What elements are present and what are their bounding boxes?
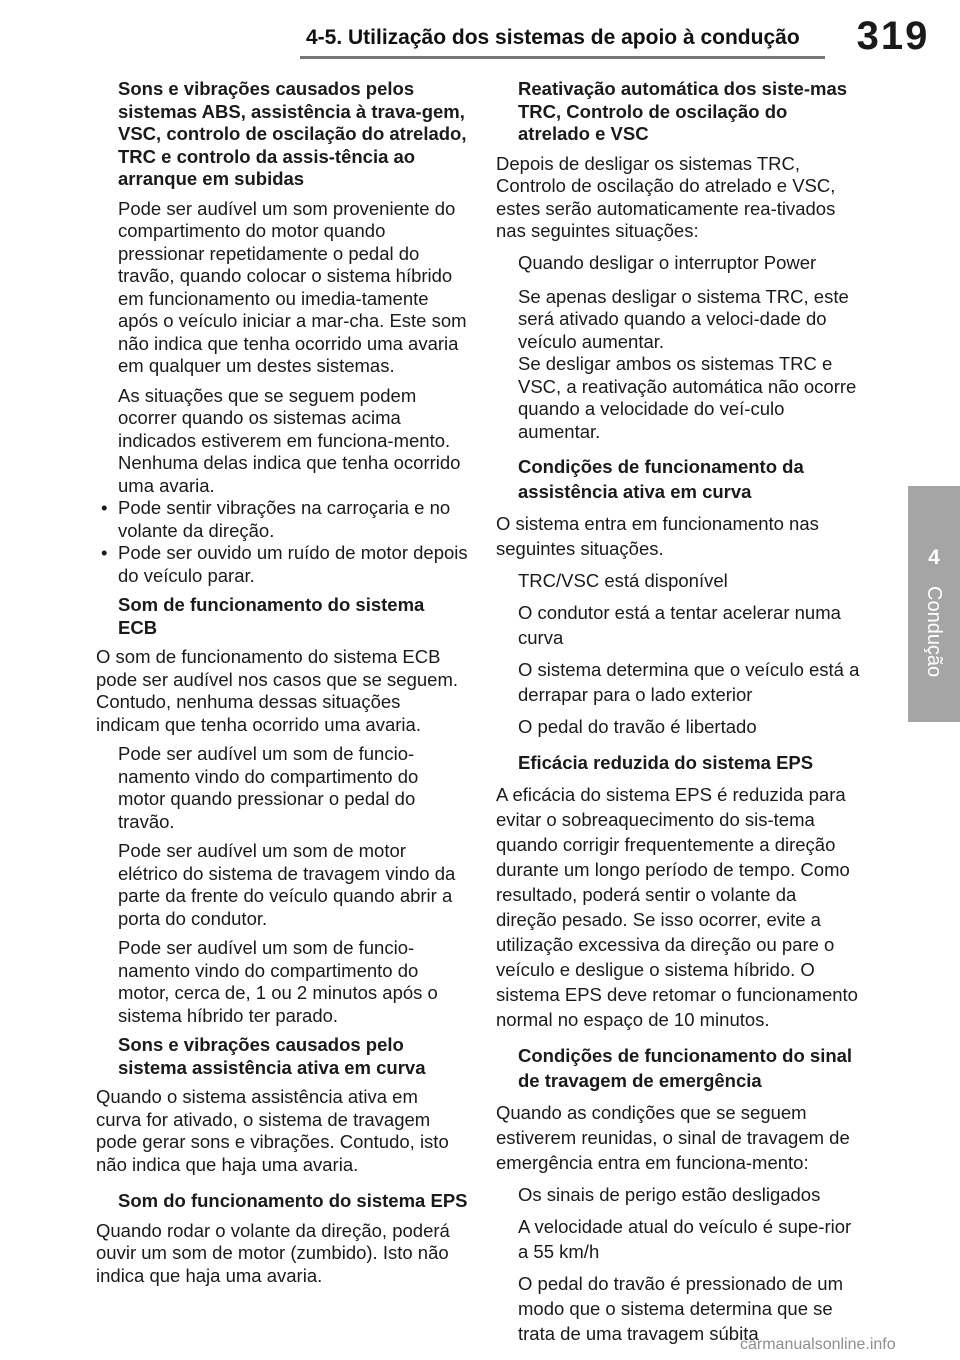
list-item: Se desligar ambos os sistemas TRC e VSC, a reativação automática não ocorre quando a velocidade do veí-culo aumentar.	[518, 353, 857, 442]
list-item: A velocidade atual do veículo é supe-rior a 55 km/h	[518, 1216, 852, 1262]
watermark: carmanualsonline.info	[740, 1336, 896, 1353]
paragraph: A eficácia do sistema EPS é reduzida para evitar o sobreaquecimento do sis-tema quando corrigir frequentemente a direção durante um longo período de tempo. Como resultado, poderá sentir o volante da direção pesado. Se isso ocorrer, evite a utilização excessiva da direção ou pare o veículo e desligue o sistema híbrido. O sistema EPS deve retomar o funcionamento normal no espaço de 10 minutos.	[496, 784, 858, 1030]
paragraph: O sistema entra em funcionamento nas seguintes situações.	[496, 513, 819, 559]
paragraph: Depois de desligar os sistemas TRC, Controlo de oscilação do atrelado e VSC, estes serão automaticamente rea-tivados nas seguintes situações:	[496, 152, 836, 241]
page-header	[0, 0, 960, 58]
chapter-number: 4	[928, 546, 940, 569]
paragraph: Pode ser audível um som proveniente do compartimento do motor quando pressionar repetidamente o pedal do travão, quando colocar o sistema híbrido em funcionamento ou imedia-tamente após o veículo iniciar a mar-cha. Este som não indica que tenha ocorrido uma avaria em qualquer um destes sistemas.	[118, 197, 467, 376]
section-heading: Som do funcionamento do sistema EPS	[118, 1190, 468, 1211]
bullet-item: • Pode sentir vibrações na carroçaria e no volante da direção.	[96, 497, 468, 542]
right-column	[496, 78, 862, 1353]
bullet-item: • Pode ser ouvido um ruído de motor depois do veículo parar.	[96, 542, 468, 587]
paragraph: Quando as condições que se seguem estiverem reunidas, o sinal de travagem de emergência entra em funciona-mento:	[496, 1102, 850, 1173]
list-item: Os sinais de perigo estão desligados	[518, 1184, 821, 1205]
section-heading: Condições de funcionamento do sinal de travagem de emergência	[518, 1045, 853, 1091]
list-item: O pedal do travão é pressionado de um modo que o sistema determina que se trata de uma travagem súbita	[518, 1273, 843, 1344]
list-item: O condutor está a tentar acelerar numa curva	[518, 602, 841, 648]
section-heading: Reativação automática dos siste-mas TRC, Controlo de oscilação do atrelado e VSC	[518, 78, 848, 144]
section-heading: Sons e vibrações causados pelos sistemas ABS, assistência à trava-gem, VSC, controlo de oscilação do atrelado, TRC e controlo da assis-tência ao arranque em subidas	[118, 78, 467, 189]
section-title: 4-5. Utilização dos sistemas de apoio à condução	[306, 26, 800, 49]
list-item: Pode ser audível um som de motor elétrico do sistema de travagem vindo da parte da frente do veículo quando abrir a porta do condutor.	[118, 840, 456, 929]
section-heading: Sons e vibrações causados pelo sistema assistência ativa em curva	[118, 1034, 426, 1078]
left-column	[96, 78, 468, 1294]
page-number: 319	[826, 14, 960, 64]
chapter-label: Condução	[923, 586, 945, 678]
header-divider	[300, 56, 825, 59]
list-item: Pode ser audível um som de funcio-namento vindo do compartimento do motor, cerca de, 1 ou 2 minutos após o sistema híbrido ter parado.	[118, 937, 438, 1026]
paragraph: Quando o sistema assistência ativa em curva for ativado, o sistema de travagem pode gerar sons e vibrações. Contudo, isto não indica que haja uma avaria.	[96, 1086, 449, 1175]
paragraph: Quando rodar o volante da direção, poderá ouvir um som de motor (zumbido). Isto não indica que haja uma avaria.	[96, 1219, 450, 1286]
list-item: Se apenas desligar o sistema TRC, este será ativado quando a veloci-dade do veículo aumentar.	[518, 285, 849, 352]
section-heading: Som de funcionamento do sistema ECB	[118, 594, 425, 638]
paragraph: O som de funcionamento do sistema ECB pode ser audível nos casos que se seguem. Contudo, nenhuma dessas situações indicam que tenha ocorrido uma avaria.	[96, 646, 459, 735]
section-heading: Eficácia reduzida do sistema EPS	[518, 752, 814, 773]
paragraph: As situações que se seguem podem ocorrer quando os sistemas acima indicados estiverem em funciona-mento. Nenhuma delas indica que tenha ocorrido uma avaria.	[118, 384, 461, 496]
section-heading: Condições de funcionamento da assistência ativa em curva	[518, 456, 804, 502]
chapter-tab	[908, 486, 960, 722]
list-item: O sistema determina que o veículo está a derrapar para o lado exterior	[518, 659, 860, 705]
list-item: Quando desligar o interruptor Power	[518, 251, 817, 273]
list-item: Pode ser audível um som de funcio-namento vindo do compartimento do motor quando pressionar o pedal do travão.	[118, 743, 419, 832]
list-item: TRC/VSC está disponível	[518, 570, 728, 591]
list-item: O pedal do travão é libertado	[518, 716, 757, 737]
